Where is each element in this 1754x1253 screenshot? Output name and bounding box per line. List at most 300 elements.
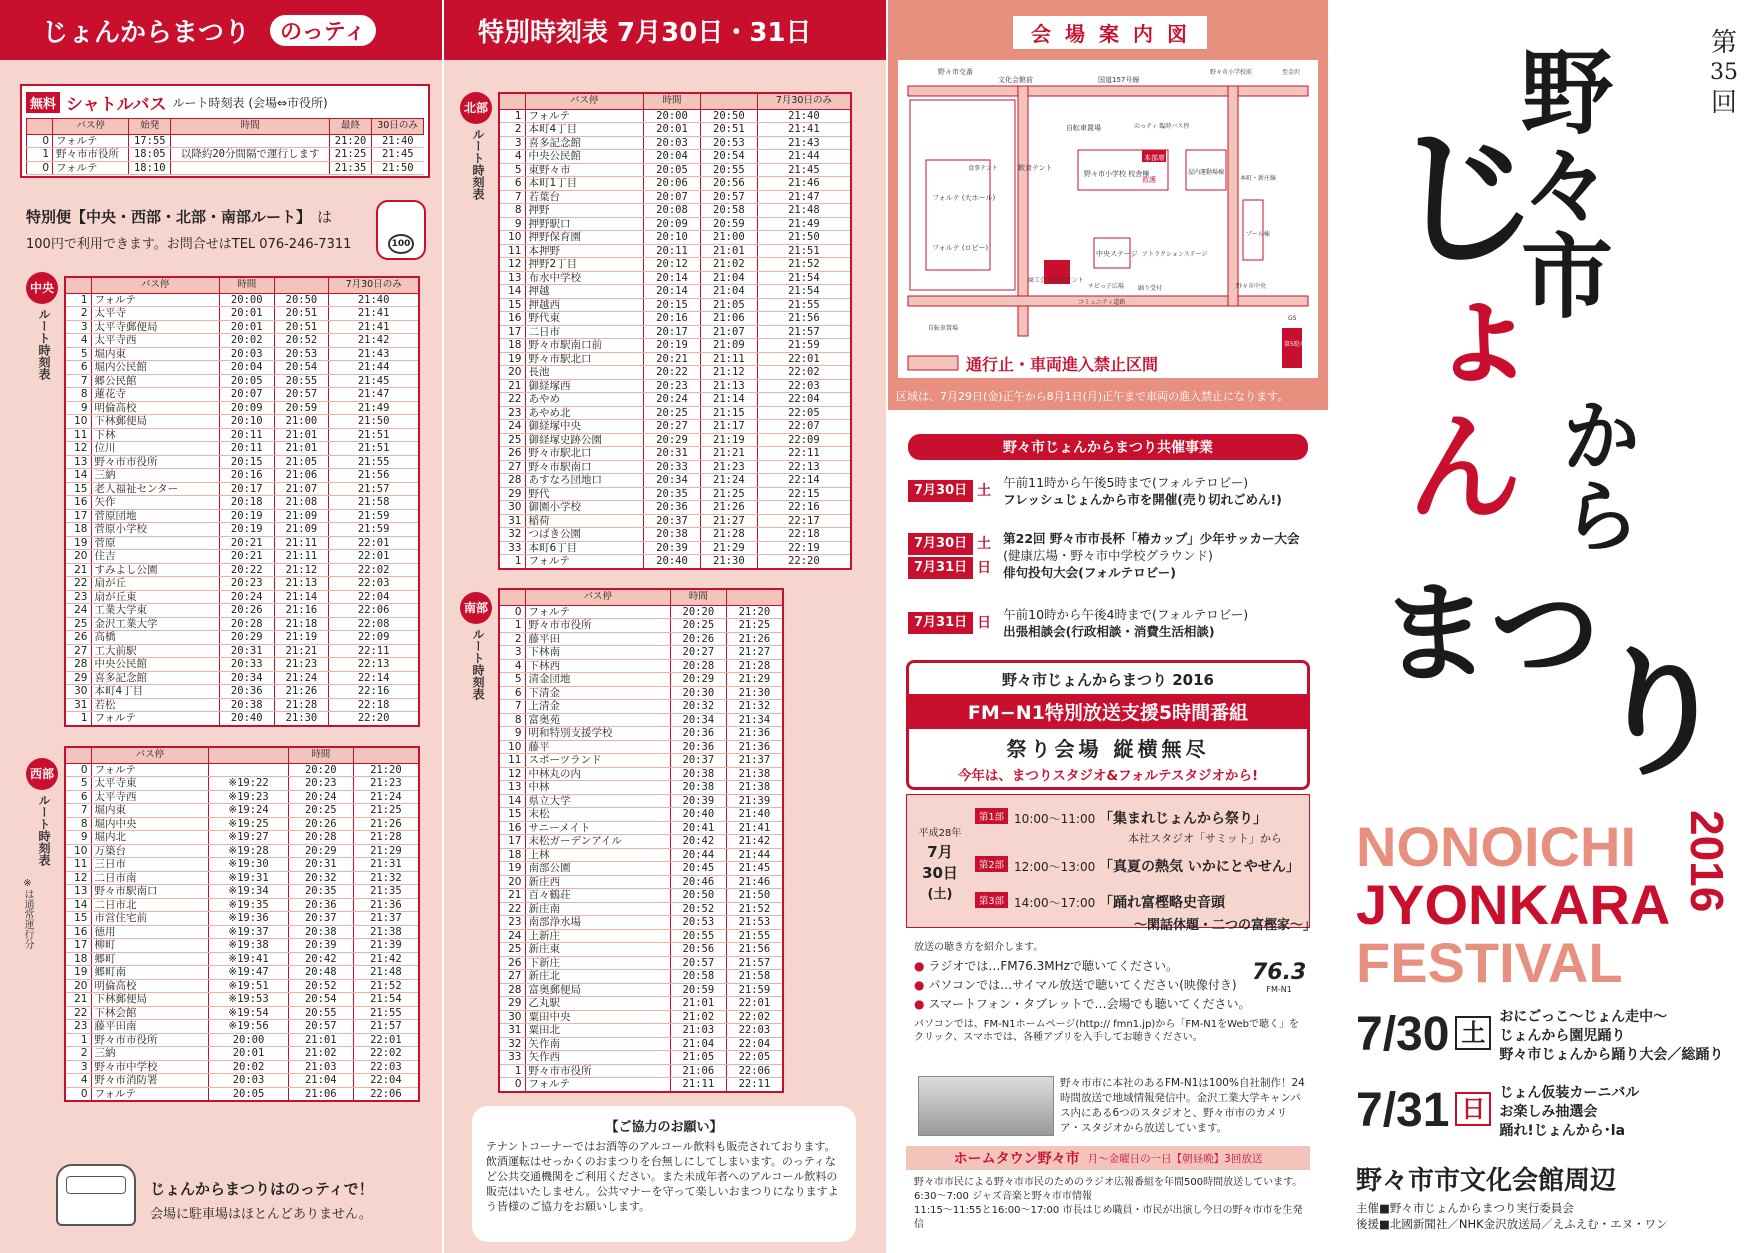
time-cell: ※19:34 bbox=[209, 885, 289, 899]
stop-name: 野々市駅南口 bbox=[91, 885, 209, 899]
seibu-table-wrap bbox=[64, 746, 420, 1102]
time-cell: 21:01 bbox=[274, 428, 329, 442]
table-row bbox=[499, 659, 783, 673]
time-cell: 20:03 bbox=[644, 136, 701, 150]
map-label-25: 本町・新庄線 bbox=[1240, 175, 1277, 182]
method-pc: ● パソコンでは…サイマル放送で聴いてください(映像付き) bbox=[914, 978, 1237, 992]
table-row bbox=[65, 604, 419, 618]
shuttle-subtitle: ルート時刻表 (会場⇔市役所) bbox=[172, 96, 328, 110]
time-cell: 21:04 bbox=[700, 285, 757, 299]
time-cell: 21:36 bbox=[353, 898, 419, 912]
stop-number: 17 bbox=[499, 835, 525, 849]
stop-number: 3 bbox=[499, 646, 525, 660]
map-label-14: フォルテ (ロビー) bbox=[932, 244, 989, 252]
time-cell: 20:56 bbox=[670, 943, 726, 957]
stop-name: フォルテ bbox=[53, 161, 129, 175]
time-cell: 21:01 bbox=[670, 997, 726, 1011]
stop-number: 8 bbox=[499, 204, 525, 218]
stop-name: 本押野 bbox=[525, 244, 644, 258]
stop-name: サニーメイト bbox=[525, 821, 670, 835]
table-row bbox=[65, 334, 419, 348]
stop-number: 32 bbox=[499, 1037, 525, 1051]
table-row bbox=[65, 577, 419, 591]
stop-number: 16 bbox=[65, 496, 91, 510]
radio-head: 野々市じょんからまつり 2016 bbox=[1002, 671, 1214, 689]
time-cell: 21:48 bbox=[353, 966, 419, 980]
stop-number: 33 bbox=[499, 541, 525, 555]
time-cell: 21:06 bbox=[700, 312, 757, 326]
time-cell: 22:02 bbox=[353, 1047, 419, 1061]
stop-name: 明倫高校 bbox=[91, 979, 209, 993]
time-cell: ※19:24 bbox=[209, 804, 289, 818]
stop-name: 富奥苑 bbox=[525, 713, 670, 727]
stop-number: 7 bbox=[65, 374, 91, 388]
table-row bbox=[27, 161, 424, 175]
time-cell: 21:04 bbox=[288, 1074, 353, 1088]
time-cell: 21:01 bbox=[288, 1033, 353, 1047]
time-cell: 21:40 bbox=[329, 293, 419, 307]
stop-name: 菅原 bbox=[91, 536, 219, 550]
stop-name: 住吉 bbox=[91, 550, 219, 564]
table-row bbox=[499, 231, 851, 245]
method-radio: ● ラジオでは…FM76.3MHzで聴いてください。 bbox=[914, 959, 1178, 973]
table-row bbox=[499, 339, 851, 353]
time-cell: 20:34 bbox=[670, 713, 726, 727]
stop-name: 高橋 bbox=[91, 631, 219, 645]
table-row bbox=[499, 123, 851, 137]
radio-part-1: 第1部 10:00〜11:00 「集まれじょんから祭り」 本社スタジオ「サミット」から bbox=[975, 808, 1282, 846]
stop-number: 31 bbox=[65, 698, 91, 712]
time-cell: 20:54 bbox=[288, 993, 353, 1007]
stop-number: 12 bbox=[65, 871, 91, 885]
stop-name: 押野2丁目 bbox=[525, 258, 644, 272]
stop-number: 18 bbox=[65, 523, 91, 537]
time-cell: 21:51 bbox=[757, 244, 851, 258]
time-cell: 21:09 bbox=[274, 523, 329, 537]
stop-name: あやめ北 bbox=[525, 406, 644, 420]
time-cell: 20:36 bbox=[670, 740, 726, 754]
time-cell: 20:07 bbox=[219, 388, 274, 402]
time-cell: 22:16 bbox=[329, 685, 419, 699]
time-cell: 21:49 bbox=[329, 401, 419, 415]
time-cell: 20:18 bbox=[219, 496, 274, 510]
stop-name: 中央公民館 bbox=[525, 150, 644, 164]
stop-name: 下清金 bbox=[525, 686, 670, 700]
stop-number: 14 bbox=[65, 469, 91, 483]
time-cell: 20:51 bbox=[700, 123, 757, 137]
time-cell: 20:26 bbox=[670, 632, 726, 646]
time-cell: 22:13 bbox=[757, 460, 851, 474]
time-cell: 21:05 bbox=[700, 298, 757, 312]
time-cell: 21:56 bbox=[329, 469, 419, 483]
table-row bbox=[65, 509, 419, 523]
stop-number: 14 bbox=[499, 794, 525, 808]
request-body: テナントコーナーではお酒等のアルコール飲料も販売されております。飲酒運転はせっかくのおまつりを台無しにしてしまいます。のっティなど公共交通機関をご利用ください。また未成年者へのアルコール飲料の販売はいたしません。公共マナーを守って楽しいおまつりになりますよう皆様のご協力をお願いします。 bbox=[486, 1140, 839, 1213]
stop-name: 柳町 bbox=[91, 939, 209, 953]
stop-name: 御経塚中央 bbox=[525, 420, 644, 434]
time-cell: 21:50 bbox=[329, 415, 419, 429]
stop-name: 富奥郵便局 bbox=[525, 983, 670, 997]
stop-name: 菅原団地 bbox=[91, 509, 219, 523]
time-cell: 20:59 bbox=[700, 217, 757, 231]
time-cell: 21:45 bbox=[726, 862, 783, 876]
time-cell: 21:52 bbox=[353, 979, 419, 993]
notty-logo: のっティ bbox=[270, 15, 376, 46]
time-cell: 21:16 bbox=[274, 604, 329, 618]
map-label-8: 飲食テント bbox=[1018, 164, 1053, 172]
table-row bbox=[499, 406, 851, 420]
time-cell: 20:50 bbox=[274, 293, 329, 307]
table-row bbox=[65, 898, 419, 912]
stop-name: 御経塚史跡公園 bbox=[525, 433, 644, 447]
stop-name: 三納 bbox=[91, 469, 219, 483]
stop-name: 下新庄 bbox=[525, 956, 670, 970]
time-cell: ※19:53 bbox=[209, 993, 289, 1007]
table-row bbox=[65, 347, 419, 361]
map-title: 会場案内図 bbox=[1010, 16, 1210, 49]
stop-number: 11 bbox=[65, 428, 91, 442]
time-cell: 21:49 bbox=[757, 217, 851, 231]
time-cell: 21:24 bbox=[353, 790, 419, 804]
stop-name: 稲荷 bbox=[525, 514, 644, 528]
table-row bbox=[65, 496, 419, 510]
stop-number: 6 bbox=[65, 790, 91, 804]
cover-year: 2016 bbox=[1681, 810, 1733, 913]
route-label-chuo: 中央 bbox=[26, 272, 58, 304]
time-cell: 20:37 bbox=[670, 754, 726, 768]
time-cell: 21:52 bbox=[757, 258, 851, 272]
stop-number: 13 bbox=[499, 271, 525, 285]
stop-number: 11 bbox=[499, 754, 525, 768]
table-row bbox=[65, 536, 419, 550]
time-cell: 21:05 bbox=[670, 1051, 726, 1065]
nanbu-table-wrap bbox=[498, 588, 784, 1093]
stop-number: 1 bbox=[65, 293, 91, 307]
radio-banner: FM−N1特別放送支援5時間番組 bbox=[909, 694, 1307, 729]
stop-name: 県立大学 bbox=[525, 794, 670, 808]
stop-name: 三納 bbox=[91, 1047, 209, 1061]
table-row bbox=[499, 632, 783, 646]
stop-number: 15 bbox=[65, 482, 91, 496]
stop-name: すみよし公園 bbox=[91, 563, 219, 577]
time-cell: 20:16 bbox=[219, 469, 274, 483]
table-row bbox=[499, 190, 851, 204]
time-cell: 21:56 bbox=[757, 312, 851, 326]
chuo-table: バス停 時間 7月30日のみ 1 フォルテ 20:00 20:50 21:40 2 太平寺 20:01 20:51 21:41 3 太平寺郵便局 20:01 20:51 21:41 4 太平寺西 20:02 20:52 21:42 5 堀内東 20:03 20:53 21:43 6 堀内公民館 20:04 20:54 21:44 7 郷公民館 20:05 20:55 21:45 8 蓮花寺 20:07 20:57 21:47 9 明倫高校 20:09 20:59 21:49 10 下林郵便局 20:10 21:00 21:50 11 下林 20:11 21:01 21:51 12 位川 20:11 21:01 21:51 13 野々市市役所 20:15 21:05 21:55 14 三納 20:16 21:06 21:56 15 老人福祉センター 20:17 21:07 21:57 16 矢作 20:18 21:08 21:58 17 菅原団地 20:19 21:09 21:59 18 菅原小学校 20:19 21:09 21:59 19 菅原 20:21 21:11 22:01 20 住吉 20:21 21:11 22:01 21 すみよし公園 20:22 21:12 22:02 22 扇が丘 20:23 21:13 22:03 23 扇が丘東 20:24 21:14 22:04 24 工業大学東 20:26 21:16 22:06 25 金沢工業大学 20:28 21:18 22:08 26 高橋 20:29 21:19 22:09 27 工大前駅 20:31 21:21 22:11 28 中央公民館 20:33 21:23 22:13 29 喜多記念館 20:34 21:24 22:14 30 本町4丁目 20:36 21:26 22:16 31 若松 20:38 21:28 22:18 1 フォルテ 20:40 21:30 22:20 bbox=[64, 276, 420, 727]
map-label-17: チビっ子広場 bbox=[1088, 283, 1124, 290]
time-cell: 21:27 bbox=[700, 514, 757, 528]
time-cell: 21:25 bbox=[700, 487, 757, 501]
stop-name: 扇が丘 bbox=[91, 577, 219, 591]
stop-number: 22 bbox=[65, 1006, 91, 1020]
time-cell: 22:20 bbox=[757, 555, 851, 569]
time-cell bbox=[171, 161, 330, 175]
time-cell: 21:44 bbox=[757, 150, 851, 164]
table-row bbox=[65, 858, 419, 872]
stop-number: 15 bbox=[65, 912, 91, 926]
time-cell: 21:35 bbox=[353, 885, 419, 899]
stop-name: 上清金 bbox=[525, 700, 670, 714]
time-cell: 20:02 bbox=[219, 334, 274, 348]
table-row bbox=[499, 956, 783, 970]
time-cell: 21:50 bbox=[372, 161, 424, 175]
time-cell: 21:20 bbox=[330, 134, 372, 148]
stop-name: 郷町 bbox=[91, 952, 209, 966]
time-cell: 21:11 bbox=[670, 1078, 726, 1092]
time-cell: 20:33 bbox=[644, 460, 701, 474]
time-cell: 22:08 bbox=[329, 617, 419, 631]
time-cell: 21:15 bbox=[700, 406, 757, 420]
map-label-13: フォルテ (大ホール) bbox=[932, 194, 996, 202]
time-cell: 21:54 bbox=[757, 271, 851, 285]
stop-number: 18 bbox=[499, 339, 525, 353]
stop-number: 16 bbox=[499, 821, 525, 835]
table-row bbox=[65, 939, 419, 953]
time-cell: 22:19 bbox=[757, 541, 851, 555]
time-cell: 20:23 bbox=[644, 379, 701, 393]
time-cell: 21:38 bbox=[726, 781, 783, 795]
table-row bbox=[65, 993, 419, 1007]
time-cell: 20:12 bbox=[644, 258, 701, 272]
time-cell: 21:03 bbox=[670, 1024, 726, 1038]
time-cell: 21:57 bbox=[353, 1020, 419, 1034]
time-cell: 22:06 bbox=[329, 604, 419, 618]
table-row bbox=[499, 1037, 783, 1051]
time-cell: 21:57 bbox=[726, 956, 783, 970]
free-badge: 無料 bbox=[26, 92, 60, 113]
time-cell: ※19:27 bbox=[209, 831, 289, 845]
map-label-26: 野々市中央 bbox=[1236, 283, 1267, 290]
stop-name: 野々市駅南口前 bbox=[525, 339, 644, 353]
time-cell: 21:24 bbox=[274, 671, 329, 685]
time-cell: 20:24 bbox=[219, 590, 274, 604]
stop-number: 5 bbox=[499, 673, 525, 687]
time-cell: ※19:25 bbox=[209, 817, 289, 831]
time-cell: ※19:35 bbox=[209, 898, 289, 912]
stop-number: 9 bbox=[499, 217, 525, 231]
stop-name: 堀内中央 bbox=[91, 817, 209, 831]
time-cell: 20:08 bbox=[644, 204, 701, 218]
table-row bbox=[499, 352, 851, 366]
time-cell: 21:42 bbox=[353, 952, 419, 966]
time-cell: 21:51 bbox=[329, 442, 419, 456]
time-cell: 22:11 bbox=[757, 447, 851, 461]
time-cell: 21:14 bbox=[274, 590, 329, 604]
seibu-table: バス停 時間 0 フォルテ 20:20 21:20 5 太平寺東 ※19:22 20:23 21:23 6 太平寺西 ※19:23 20:24 21:24 7 堀内東 ※19:24 20:25 21:25 8 堀内中央 ※19:25 20:26 21:26 9 堀内北 ※19:27 20:28 21:28 10 万築台 ※19:28 20:29 21:29 11 三日市 ※19:30 20:31 21:31 12 二日市南 ※19:31 20:32 21:32 13 野々市駅南口 ※19:34 20:35 21:35 14 二日市北 ※19:35 20:36 21:36 15 市営住宅前 ※19:36 20:37 21:37 16 徳用 ※19:37 20:38 21:38 17 柳町 ※19:38 20:39 21:39 18 郷町 ※19:41 20:42 21:42 19 郷町南 ※19:47 20:48 21:48 20 明倫高校 ※19:51 20:52 21:52 21 下林郵便局 ※19:53 20:54 21:54 22 下林会館 ※19:54 20:55 21:55 23 藤平田南 ※19:56 20:57 21:57 1 野々市市役所 20:00 21:01 22:01 2 三納 20:01 21:02 22:02 3 野々市中学校 20:02 21:03 22:03 4 野々市消防署 20:03 21:04 22:04 0 フォルテ 20:05 21:06 22:06 bbox=[64, 746, 420, 1102]
time-cell: 21:25 bbox=[353, 804, 419, 818]
special-note: 100円で利用できます。お問合せはTEL 076-246-7311 bbox=[26, 237, 352, 252]
stop-number: 5 bbox=[499, 163, 525, 177]
stop-number: 3 bbox=[65, 1060, 91, 1074]
table-row bbox=[65, 428, 419, 442]
time-cell: 20:40 bbox=[644, 555, 701, 569]
time-cell: 21:55 bbox=[726, 929, 783, 943]
events-title: 野々市じょんからまつり共催事業 bbox=[908, 434, 1308, 460]
time-cell: 20:36 bbox=[670, 727, 726, 741]
stop-number: 7 bbox=[499, 700, 525, 714]
time-cell: 21:12 bbox=[700, 366, 757, 380]
stop-name: 中林 bbox=[525, 781, 670, 795]
stop-name: 明和特別支援学校 bbox=[525, 727, 670, 741]
time-cell: 21:20 bbox=[726, 605, 783, 619]
table-row bbox=[65, 644, 419, 658]
time-cell: 21:32 bbox=[353, 871, 419, 885]
time-cell: 20:15 bbox=[219, 455, 274, 469]
time-cell: 21:36 bbox=[726, 727, 783, 741]
stop-number: 8 bbox=[65, 817, 91, 831]
time-cell: 20:14 bbox=[644, 285, 701, 299]
time-cell: 21:11 bbox=[274, 536, 329, 550]
time-cell: 21:26 bbox=[274, 685, 329, 699]
time-cell: 20:04 bbox=[219, 361, 274, 375]
time-cell: 20:29 bbox=[644, 433, 701, 447]
time-cell: 20:27 bbox=[644, 420, 701, 434]
time-cell: 20:00 bbox=[644, 109, 701, 123]
stop-number: 20 bbox=[65, 979, 91, 993]
time-cell: 21:45 bbox=[329, 374, 419, 388]
time-cell: 21:00 bbox=[700, 231, 757, 245]
stop-name: 長池 bbox=[525, 366, 644, 380]
table-row bbox=[65, 455, 419, 469]
time-cell: 22:03 bbox=[329, 577, 419, 591]
time-cell: 22:03 bbox=[353, 1060, 419, 1074]
stop-name: 押野 bbox=[525, 204, 644, 218]
time-cell: 20:38 bbox=[219, 698, 274, 712]
stop-name: 工業大学東 bbox=[91, 604, 219, 618]
time-cell: 21:38 bbox=[353, 925, 419, 939]
stop-name: フォルテ bbox=[525, 605, 670, 619]
time-cell: 21:48 bbox=[757, 204, 851, 218]
map-note: 区域は、7月29日(金)正午から8月1日(月)正午まで車両の進入禁止になります。 bbox=[896, 390, 1289, 403]
time-cell: 20:25 bbox=[288, 804, 353, 818]
time-cell: 22:02 bbox=[757, 366, 851, 380]
table-row bbox=[65, 374, 419, 388]
stop-number: 0 bbox=[27, 134, 53, 148]
table-row bbox=[65, 1087, 419, 1101]
time-cell: 18:05 bbox=[129, 148, 171, 162]
table-row bbox=[65, 871, 419, 885]
time-cell: 20:20 bbox=[288, 763, 353, 777]
table-row bbox=[65, 361, 419, 375]
cover-title: 野々市 じ ょん から まつ り bbox=[1380, 44, 1731, 796]
stop-number: 31 bbox=[499, 1024, 525, 1038]
time-cell: 21:38 bbox=[726, 767, 783, 781]
time-cell: ※19:31 bbox=[209, 871, 289, 885]
map-label-6: のっティ 臨時バス停 bbox=[1134, 123, 1190, 130]
table-row bbox=[499, 474, 851, 488]
stop-number: 15 bbox=[499, 298, 525, 312]
stop-name: 押越 bbox=[525, 285, 644, 299]
time-cell: 21:21 bbox=[700, 447, 757, 461]
time-cell: 20:03 bbox=[209, 1074, 289, 1088]
stop-number: 1 bbox=[65, 1033, 91, 1047]
time-cell: 20:32 bbox=[670, 700, 726, 714]
time-cell: 22:13 bbox=[329, 658, 419, 672]
time-cell: 20:38 bbox=[288, 925, 353, 939]
stop-name: 野々市市役所 bbox=[525, 619, 670, 633]
stop-number: 29 bbox=[499, 997, 525, 1011]
map-label-9: 野々市小学校 校舎棟 bbox=[1084, 170, 1150, 178]
table-row bbox=[65, 777, 419, 791]
time-cell: 22:17 bbox=[757, 514, 851, 528]
time-cell: 20:53 bbox=[670, 916, 726, 930]
table-row bbox=[499, 487, 851, 501]
time-cell: 21:47 bbox=[757, 190, 851, 204]
stop-name: 野々市市役所 bbox=[91, 1033, 209, 1047]
time-cell: 22:14 bbox=[757, 474, 851, 488]
stop-name: 乙丸駅 bbox=[525, 997, 670, 1011]
time-cell: 21:09 bbox=[274, 509, 329, 523]
stop-number: 21 bbox=[65, 563, 91, 577]
time-cell: 20:44 bbox=[670, 848, 726, 862]
stop-name: 明倫高校 bbox=[91, 401, 219, 415]
stop-number: 15 bbox=[499, 808, 525, 822]
stop-number: 32 bbox=[499, 528, 525, 542]
time-cell: 20:25 bbox=[644, 406, 701, 420]
table-row bbox=[65, 966, 419, 980]
table-row bbox=[65, 817, 419, 831]
stop-name: 堀内東 bbox=[91, 804, 209, 818]
stop-number: 21 bbox=[499, 889, 525, 903]
time-cell: 20:07 bbox=[644, 190, 701, 204]
time-cell: 22:09 bbox=[329, 631, 419, 645]
time-cell: 21:55 bbox=[757, 298, 851, 312]
time-cell: 20:52 bbox=[670, 902, 726, 916]
stop-number: 24 bbox=[65, 604, 91, 618]
table-row bbox=[65, 320, 419, 334]
time-cell: 20:30 bbox=[670, 686, 726, 700]
stop-name: 野々市消防署 bbox=[91, 1074, 209, 1088]
stop-name: 太平寺 bbox=[91, 307, 219, 321]
stop-number: 4 bbox=[499, 659, 525, 673]
time-cell: 21:35 bbox=[330, 161, 372, 175]
time-cell: 22:07 bbox=[757, 420, 851, 434]
time-cell: 20:21 bbox=[219, 550, 274, 564]
time-cell: 20:41 bbox=[670, 821, 726, 835]
table-row bbox=[65, 1060, 419, 1074]
time-cell: ※19:38 bbox=[209, 939, 289, 953]
time-cell: 20:29 bbox=[288, 844, 353, 858]
time-cell: 22:01 bbox=[329, 550, 419, 564]
time-cell: 21:32 bbox=[726, 700, 783, 714]
time-cell: 22:14 bbox=[329, 671, 419, 685]
time-cell: 21:37 bbox=[726, 754, 783, 768]
time-cell: 20:56 bbox=[700, 177, 757, 191]
time-cell: 22:05 bbox=[726, 1051, 783, 1065]
table-row bbox=[499, 619, 783, 633]
time-cell: 20:06 bbox=[644, 177, 701, 191]
stop-name: 上新庄 bbox=[525, 929, 670, 943]
nanbu-table: バス停 時間 0 フォルテ 20:20 21:20 1 野々市市役所 20:25 21:25 2 藤平田 20:26 21:26 3 下林南 20:27 21:27 4 下林西 20:28 21:28 5 清金団地 20:29 21:29 6 下清金 20:30 21:30 7 上清金 20:32 21:32 8 富奥苑 20:34 21:34 9 明和特別支援学校 20:36 21:36 10 藤平 20:36 21:36 11 スポーツランド 20:37 21:37 12 中林丸の内 20:38 21:38 13 中林 20:38 21:38 14 県立大学 20:39 21:39 15 末松 20:40 21:40 16 サニーメイト 20:41 21:41 17 末松ガーデンアイル 20:42 21:42 18 上林 20:44 21:44 19 南部公園 20:45 21:45 20 新庄西 20:46 21:46 21 百々鶴荘 20:50 21:50 22 新庄南 20:52 21:52 23 南部浄水場 20:53 21:53 24 上新庄 20:55 21:55 25 新庄東 20:56 21:56 26 下新庄 20:57 21:57 27 新庄北 20:58 21:58 28 富奥郵便局 20:59 21:59 29 乙丸駅 21:01 22:01 30 粟田中央 21:02 22:02 31 粟田北 21:03 22:03 32 矢作南 21:04 22:04 33 矢作西 21:05 22:05 1 野々市市役所 21:06 22:06 0 フォルテ 21:11 22:11 bbox=[498, 588, 784, 1093]
stop-name: 粟田北 bbox=[525, 1024, 670, 1038]
time-cell: 21:19 bbox=[700, 433, 757, 447]
time-cell: 21:07 bbox=[274, 482, 329, 496]
stop-number: 14 bbox=[499, 285, 525, 299]
stop-number: 17 bbox=[65, 509, 91, 523]
stop-name: 中央公民館 bbox=[91, 658, 219, 672]
time-cell: 22:18 bbox=[329, 698, 419, 712]
time-cell: 21:43 bbox=[329, 347, 419, 361]
time-cell: 21:01 bbox=[700, 244, 757, 258]
time-cell: 21:39 bbox=[353, 939, 419, 953]
table-row bbox=[27, 148, 424, 162]
time-cell: 20:19 bbox=[219, 523, 274, 537]
table-row bbox=[65, 388, 419, 402]
time-cell bbox=[209, 763, 289, 777]
map-label-10: 屋内運動場棟 bbox=[1188, 169, 1225, 176]
time-cell: 22:02 bbox=[329, 563, 419, 577]
time-cell: 20:21 bbox=[644, 352, 701, 366]
